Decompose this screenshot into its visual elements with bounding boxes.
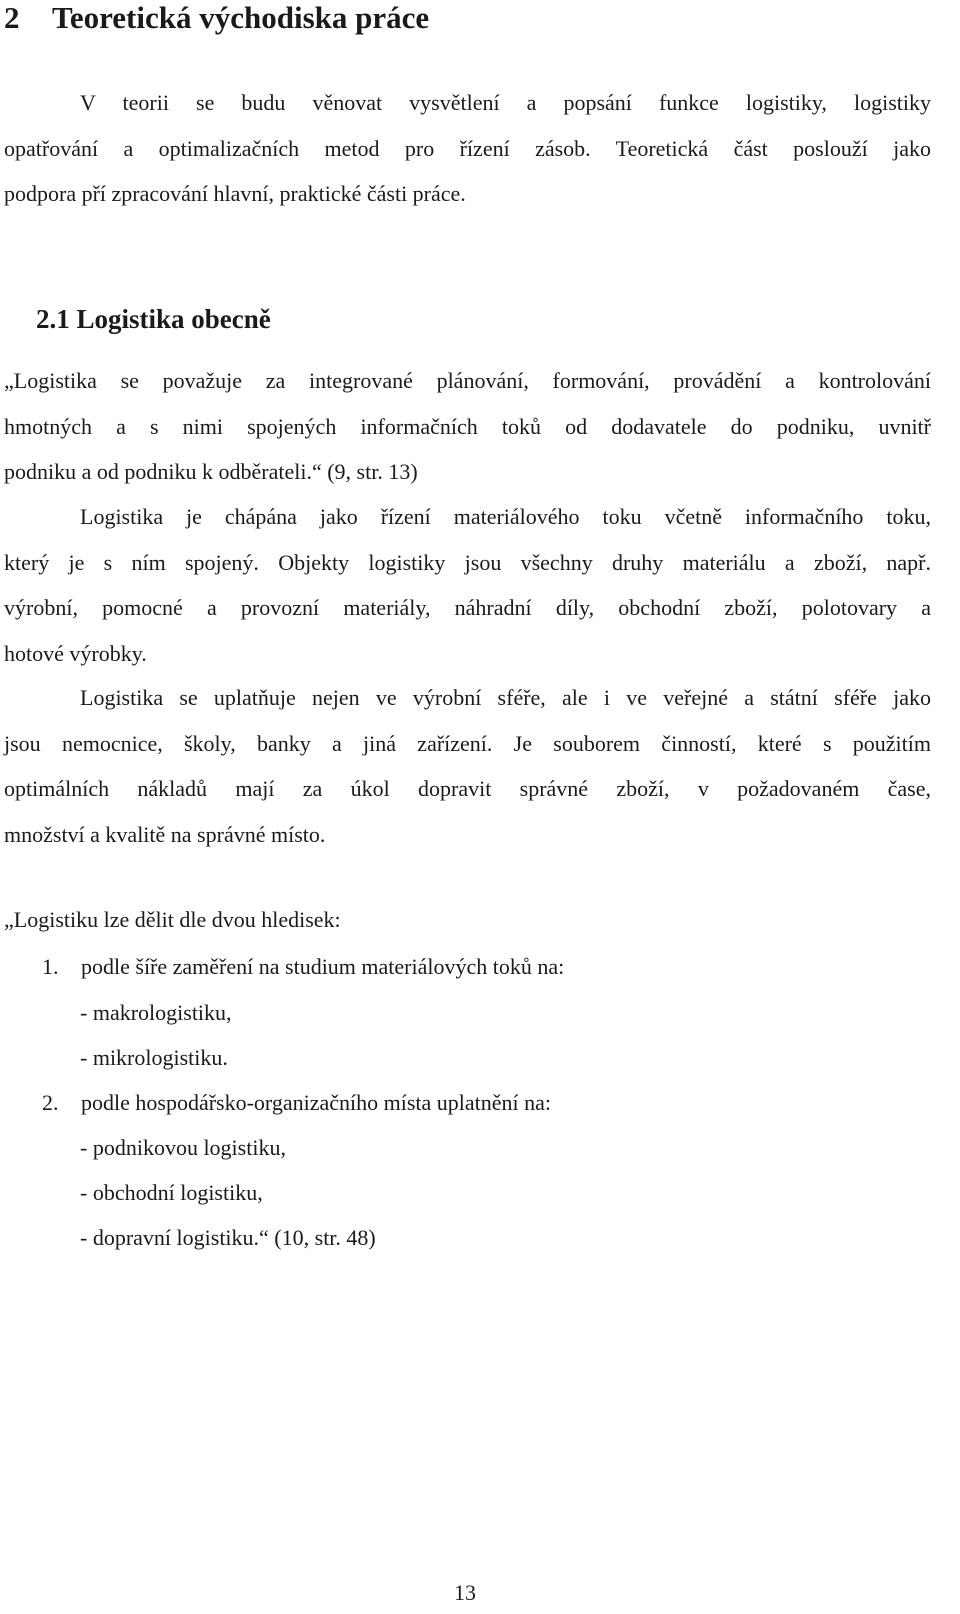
chapter-number: 2 [4,0,20,35]
paragraph-objects [4,494,931,676]
paragraph-definition [4,358,931,495]
paragraph-line: Logistika je chápána jako řízení materiálového toku včetně informačního toku, [80,504,931,529]
list-subitem: - podnikovou logistiku, [80,1135,286,1160]
paragraph-line: „Logistika se považuje za integrované plánování, formování, provádění a kontrolování [4,368,931,393]
list-heading: podle hospodářsko-organizačního místa uplatnění na: [81,1090,552,1115]
page-number: 13 [454,1580,476,1605]
paragraph-application [4,675,931,857]
paragraph-line: optimálních nákladů mají za úkol dopravit správné zboží, v požadovaném čase, [4,776,931,801]
intro-line: V teorii se budu věnovat vysvětlení a popsání funkce logistiky, logistiky [80,90,931,115]
paragraph-line: podniku a od podniku k odběrateli.“ (9, str. 13) [4,459,418,484]
list-subitem: - mikrologistiku. [80,1045,228,1070]
paragraph-line: jsou nemocnice, školy, banky a jiná zařízení. Je souborem činností, které s použitím [4,730,931,756]
section-heading: 2.1 Logistika obecně [36,304,271,334]
list-subitem: - makrologistiku, [80,1000,232,1025]
chapter-title: Teoretická východiska práce [52,0,430,35]
intro-line: opatřování a optimalizačních metod pro řízení zásob. Teoretická část poslouží jako [4,135,931,161]
chapter-heading [4,0,429,38]
list-intro: „Logistiku lze dělit dle dvou hledisek: [4,907,341,932]
paragraph-line: množství a kvalitě na správné místo. [4,821,326,847]
list-subitem: - obchodní logistiku, [80,1180,263,1205]
list-number: 1. [42,954,59,979]
list-heading: podle šíře zaměření na studium materiálových toků na: [81,954,565,979]
paragraph-line: který je s ním spojený. Objekty logistiky jsou všechny druhy materiálu a zboží, např. [4,549,931,575]
paragraph-line: hotové výrobky. [4,640,147,666]
intro-line: podpora pří zpracování hlavní, praktické části práce. [4,181,466,206]
intro-paragraph [4,80,931,217]
paragraph-line: výrobní, pomocné a provozní materiály, náhradní díly, obchodní zboží, polotovary a [4,595,931,620]
paragraph-line: Logistika se uplatňuje nejen ve výrobní sféře, ale i ve veřejné a státní sféře jako [80,685,931,710]
paragraph-line: hmotných a s nimi spojených informačních toků od dodavatele do podniku, uvnitř [4,413,931,439]
list-number: 2. [42,1090,59,1115]
list-subitem: - dopravní logistiku.“ (10, str. 48) [80,1225,376,1250]
